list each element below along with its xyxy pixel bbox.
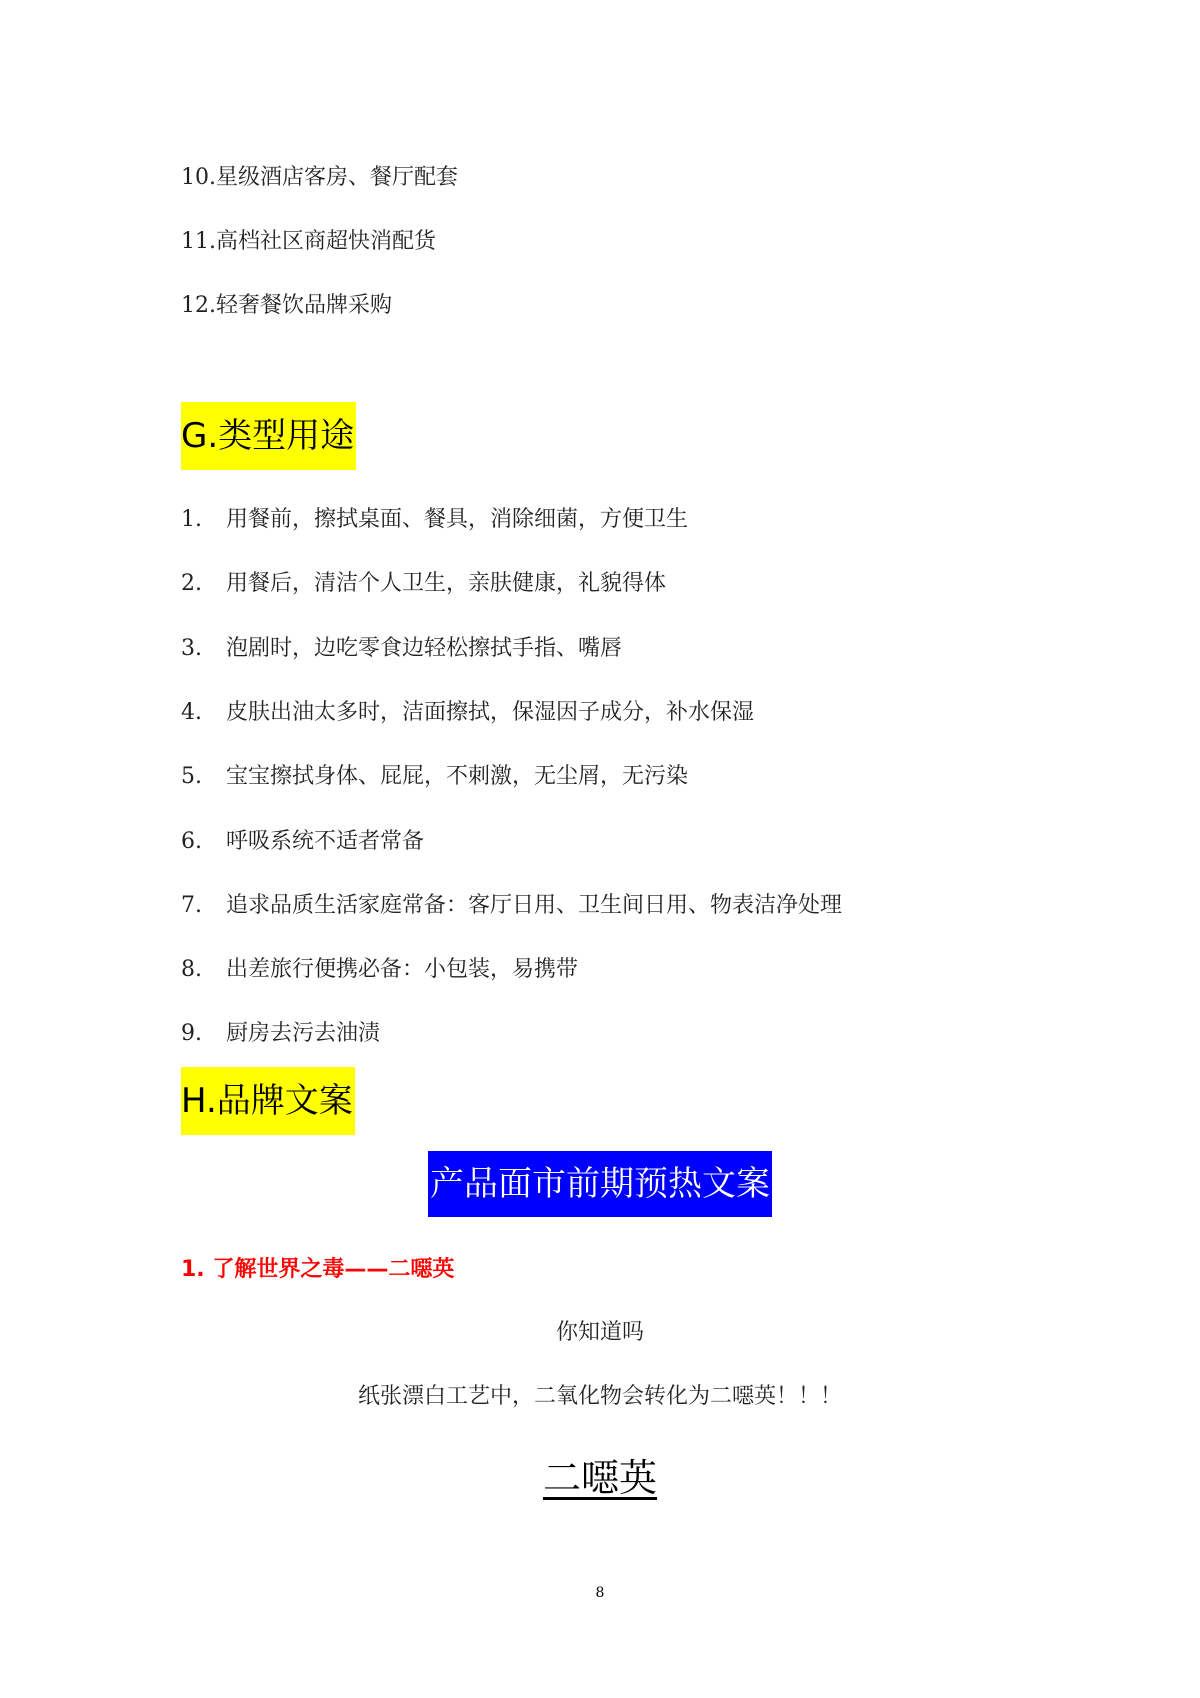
item-number: 6. (181, 829, 202, 854)
sub-heading: 1. 了解世界之毒——二噁英 (181, 1257, 455, 1282)
statement-line: 纸张漂白工艺中，二氧化物会转化为二噁英！！！ (357, 1384, 842, 1409)
item-text: 出差旅行便携必备：小包装，易携带 (226, 957, 579, 982)
list-item (181, 698, 754, 728)
item-number: 4. (181, 700, 202, 725)
list-item (181, 762, 688, 792)
item-text: 泡剧时，边吃零食边轻松擦拭手指、嘴唇 (226, 636, 623, 661)
item-number: 9. (181, 1021, 202, 1046)
page-number: 8 (595, 1585, 605, 1601)
list-item (181, 955, 578, 985)
list-item-11: 11.高档社区商超快消配货 (181, 229, 436, 254)
section-g-heading: G.类型用途 (181, 402, 356, 470)
intro-line: 你知道吗 (555, 1320, 644, 1345)
item-number: 2. (181, 571, 202, 596)
item-number: 7. (181, 893, 202, 918)
item-number: 3. (181, 636, 202, 661)
item-text: 宝宝擦拭身体、屁屁，不刺激，无尘屑，无污染 (226, 764, 689, 789)
banner-row (0, 1151, 1200, 1217)
item-number: 5. (181, 764, 202, 789)
list-item (181, 1019, 380, 1049)
list-item (181, 634, 622, 664)
dioxin-title: 二噁英 (542, 1456, 657, 1500)
item-text: 呼吸系统不适者常备 (226, 829, 425, 854)
item-text: 追求品质生活家庭常备：客厅日用、卫生间日用、物表洁净处理 (226, 893, 843, 918)
item-text: 皮肤出油太多时，洁面擦拭，保湿因子成分，补水保湿 (226, 700, 755, 725)
item-text: 用餐前，擦拭桌面、餐具，消除细菌，方便卫生 (226, 507, 689, 532)
section-h-heading: H.品牌文案 (181, 1067, 355, 1135)
preheat-banner: 产品面市前期预热文案 (428, 1151, 772, 1217)
list-item (181, 569, 666, 599)
list-item-12: 12.轻奢餐饮品牌采购 (181, 293, 392, 318)
list-item-10: 10.星级酒店客房、餐厅配套 (181, 165, 458, 190)
item-text: 厨房去污去油渍 (226, 1021, 381, 1046)
list-item (181, 827, 424, 857)
item-number: 1. (181, 507, 202, 532)
item-number: 8. (181, 957, 202, 982)
list-item (181, 505, 688, 535)
item-text: 用餐后，清洁个人卫生，亲肤健康，礼貌得体 (226, 571, 667, 596)
list-item (181, 891, 842, 921)
